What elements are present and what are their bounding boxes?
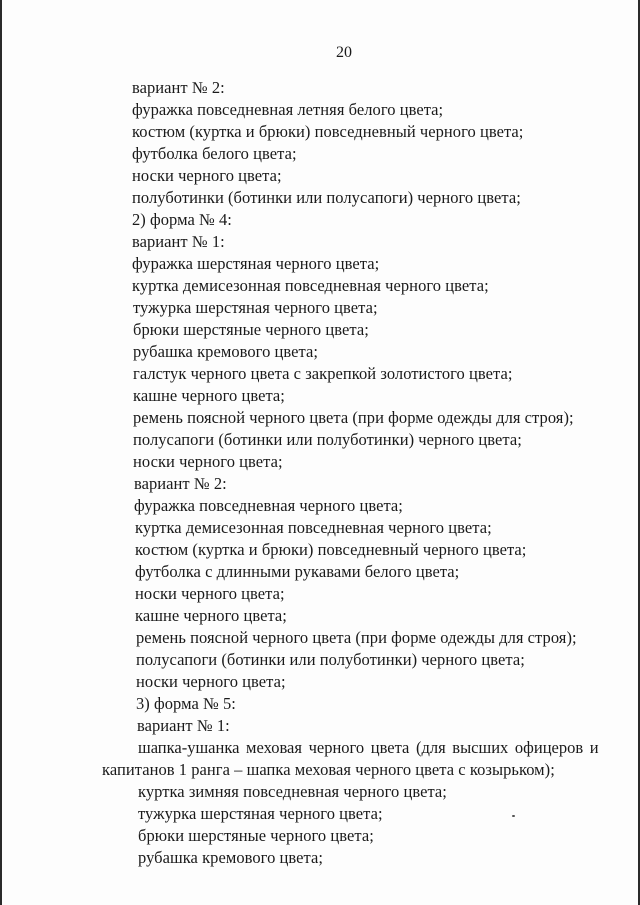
text-line: кашне черного цвета;	[133, 386, 285, 405]
text-line: ремень поясной черного цвета (при форме одежды для строя);	[136, 628, 577, 647]
text-line: полуботинки (ботинки или полусапоги) черного цвета;	[132, 188, 521, 207]
text-line: 2) форма № 4:	[132, 210, 232, 229]
text-line: фуражка повседневная летняя белого цвета;	[132, 100, 444, 119]
text-line: фуражка шерстяная черного цвета;	[132, 254, 380, 273]
text-line: фуражка повседневная черного цвета;	[134, 496, 403, 515]
text-line: полусапоги (ботинки или полуботинки) черного цвета;	[133, 430, 522, 449]
text-line: футболка с длинными рукавами белого цвета;	[135, 562, 460, 581]
text-line: носки черного цвета;	[135, 584, 285, 603]
scan-border-left	[0, 0, 2, 905]
text-line: брюки шерстяные черного цвета;	[138, 826, 374, 845]
text-line: тужурка шерстяная черного цвета;	[138, 804, 383, 823]
text-line: футболка белого цвета;	[132, 144, 297, 163]
text-line: капитанов 1 ранга – шапка меховая черного цвета с козырьком);	[102, 760, 555, 779]
text-line: куртка демисезонная повседневная черного цвета;	[132, 276, 489, 295]
text-line: куртка зимняя повседневная черного цвета;	[138, 782, 447, 801]
text-line: носки черного цвета;	[132, 166, 282, 185]
text-line: костюм (куртка и брюки) повседневный черного цвета;	[135, 540, 527, 559]
text-line: вариант № 2:	[132, 78, 225, 97]
text-line: ремень поясной черного цвета (при форме одежды для строя);	[133, 408, 574, 427]
text-line: полусапоги (ботинки или полуботинки) черного цвета;	[136, 650, 525, 669]
scan-speck	[512, 815, 515, 817]
text-line: носки черного цвета;	[136, 672, 286, 691]
page-number: 20	[336, 44, 352, 61]
text-line: кашне черного цвета;	[135, 606, 287, 625]
text-line: вариант № 1:	[137, 716, 230, 735]
text-line: шапка-ушанка меховая черного цвета (для высших офицеров и	[138, 738, 599, 757]
text-line: рубашка кремового цвета;	[133, 342, 319, 361]
text-line: рубашка кремового цвета;	[138, 848, 324, 867]
text-line: тужурка шерстяная черного цвета;	[133, 298, 378, 317]
text-line: 3) форма № 5:	[136, 694, 236, 713]
text-line: куртка демисезонная повседневная черного цвета;	[135, 518, 492, 537]
text-line: носки черного цвета;	[133, 452, 283, 471]
text-line: галстук черного цвета с закрепкой золотистого цвета;	[133, 364, 513, 383]
text-line: брюки шерстяные черного цвета;	[133, 320, 369, 339]
text-line: вариант № 1:	[132, 232, 225, 251]
text-line: костюм (куртка и брюки) повседневный черного цвета;	[132, 122, 524, 141]
text-line: вариант № 2:	[134, 474, 227, 493]
